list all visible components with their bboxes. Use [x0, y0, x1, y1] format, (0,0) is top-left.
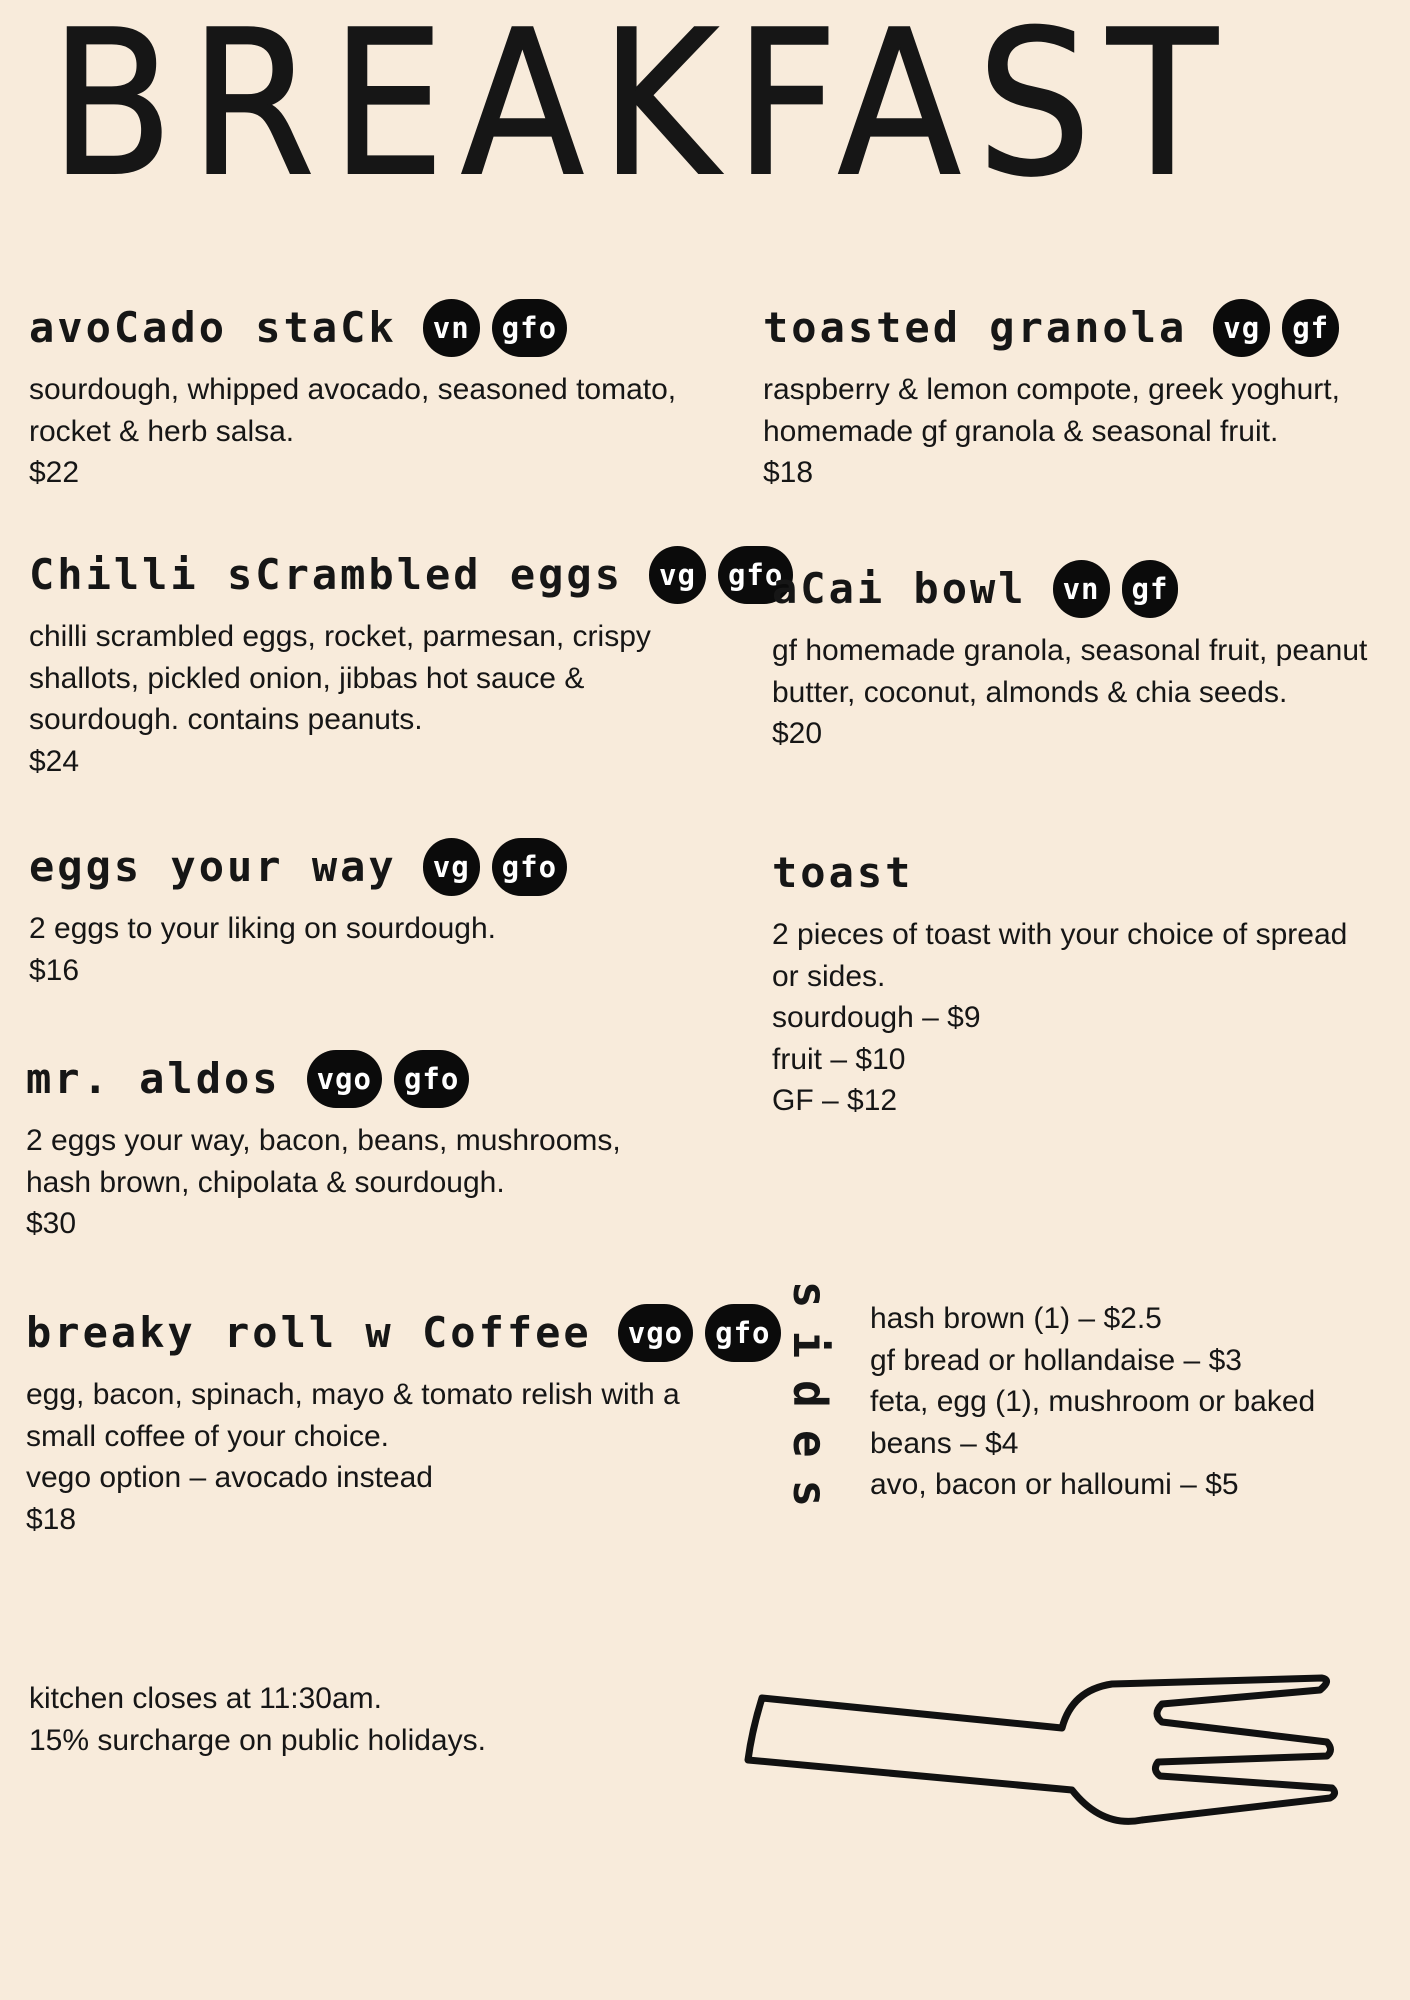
- dietary-badge: gfo: [718, 546, 793, 604]
- item-text: 2 eggs your way, bacon, beans, mushrooms, hash brown, chipolata & sourdough.: [26, 1124, 621, 1199]
- dietary-badges: [1053, 560, 1179, 618]
- dietary-badges: [1213, 299, 1339, 357]
- item-name: mr. aldos: [26, 1054, 281, 1103]
- item-header: [772, 840, 1372, 906]
- item-header: [29, 834, 689, 900]
- item-name: eggs your way: [29, 842, 397, 891]
- item-price: $30: [26, 1207, 77, 1240]
- sides-line: avo, bacon or halloumi – $5: [870, 1468, 1239, 1501]
- item-header: [26, 1046, 706, 1112]
- item-name: aCai bowl: [772, 564, 1027, 613]
- dietary-badges: [618, 1304, 781, 1362]
- sides-heading: sides: [783, 1280, 838, 1530]
- sides-line: hash brown (1) – $2.5: [870, 1302, 1162, 1335]
- dietary-badges: [307, 1050, 470, 1108]
- item-text: sourdough – $9: [772, 1001, 981, 1034]
- item-description: [29, 616, 689, 782]
- surcharge-note: 15% surcharge on public holidays.: [29, 1723, 486, 1757]
- menu-item-eggs-your-way: [29, 834, 689, 991]
- item-description: [29, 369, 689, 494]
- dietary-badges: [423, 299, 567, 357]
- dietary-badge: vg: [423, 838, 480, 896]
- dietary-badge: gfo: [492, 299, 567, 357]
- item-text: egg, bacon, spinach, mayo & tomato relish with a small coffee of your choice.: [26, 1378, 680, 1453]
- dietary-badges: [423, 838, 567, 896]
- dietary-badge: gf: [1122, 560, 1179, 618]
- item-text: 2 eggs to your liking on sourdough.: [29, 912, 496, 945]
- item-price: $18: [26, 1502, 77, 1536]
- menu-item-acai-bowl: [772, 556, 1372, 755]
- item-text: vego option – avocado instead: [26, 1461, 433, 1494]
- item-text: chilli scrambled eggs, rocket, parmesan, crispy shallots, pickled onion, jibbas hot sauce & sourdough. contains peanuts.: [29, 620, 651, 736]
- dietary-badge: vgo: [307, 1050, 382, 1108]
- menu-item-toasted-granola: [763, 295, 1403, 494]
- sides-line: beans – $4: [870, 1426, 1019, 1460]
- menu-title: BREAKFAST: [50, 0, 1234, 221]
- item-description: [772, 630, 1372, 755]
- item-price: $22: [29, 456, 80, 489]
- dietary-badge: vn: [1053, 560, 1110, 618]
- item-name: Chilli sCrambled eggs: [29, 550, 624, 599]
- dietary-badge: vg: [1213, 299, 1270, 357]
- item-description: [29, 908, 689, 991]
- menu-item-chilli-scrambled-eggs: [29, 542, 784, 782]
- item-description: [772, 914, 1372, 1122]
- item-header: [763, 295, 1403, 361]
- item-text: GF – $12: [772, 1084, 898, 1117]
- item-text: gf homemade granola, seasonal fruit, peanut butter, coconut, almonds & chia seeds.: [772, 634, 1368, 709]
- menu-item-toast: [772, 840, 1372, 1122]
- dietary-badge: gfo: [492, 838, 567, 896]
- menu-item-avocado-stack: [29, 295, 689, 494]
- item-description: [26, 1120, 686, 1245]
- item-text: 2 pieces of toast with your choice of spread or sides.: [772, 918, 1348, 993]
- item-header: [29, 295, 689, 361]
- item-description: [763, 369, 1403, 494]
- dietary-badge: gf: [1282, 299, 1339, 357]
- dietary-badge: gfo: [705, 1304, 780, 1362]
- dietary-badge: gfo: [394, 1050, 469, 1108]
- item-name: toasted granola: [763, 303, 1188, 352]
- item-name: avoCado staCk: [29, 303, 397, 352]
- item-text: sourdough, whipped avocado, seasoned tomato, rocket & herb salsa.: [29, 373, 677, 448]
- item-text: fruit – $10: [772, 1042, 906, 1076]
- dietary-badge: vgo: [618, 1304, 693, 1362]
- item-price: $20: [772, 717, 823, 750]
- dietary-badge: vn: [423, 299, 480, 357]
- item-header: [26, 1300, 771, 1366]
- kitchen-hours-note: kitchen closes at 11:30am.: [29, 1682, 382, 1715]
- item-description: [26, 1374, 686, 1540]
- item-name: toast: [772, 848, 914, 897]
- item-header: [29, 542, 784, 608]
- item-header: [772, 556, 1372, 622]
- menu-item-breaky-roll: [26, 1300, 771, 1540]
- footer-notes: [29, 1678, 486, 1761]
- item-price: $16: [29, 953, 80, 987]
- item-price: $24: [29, 744, 80, 778]
- fork-icon: [742, 1670, 1342, 1830]
- sides-line: gf bread or hollandaise – $3: [870, 1343, 1242, 1377]
- menu-item-mr-aldos: [26, 1046, 706, 1245]
- item-text: raspberry & lemon compote, greek yoghurt, homemade gf granola & seasonal fruit.: [763, 373, 1340, 448]
- sides-list: [870, 1298, 1315, 1506]
- dietary-badge: vg: [649, 546, 706, 604]
- item-price: $18: [763, 456, 814, 489]
- sides-line: feta, egg (1), mushroom or baked: [870, 1385, 1316, 1418]
- item-name: breaky roll w Coffee: [26, 1308, 592, 1357]
